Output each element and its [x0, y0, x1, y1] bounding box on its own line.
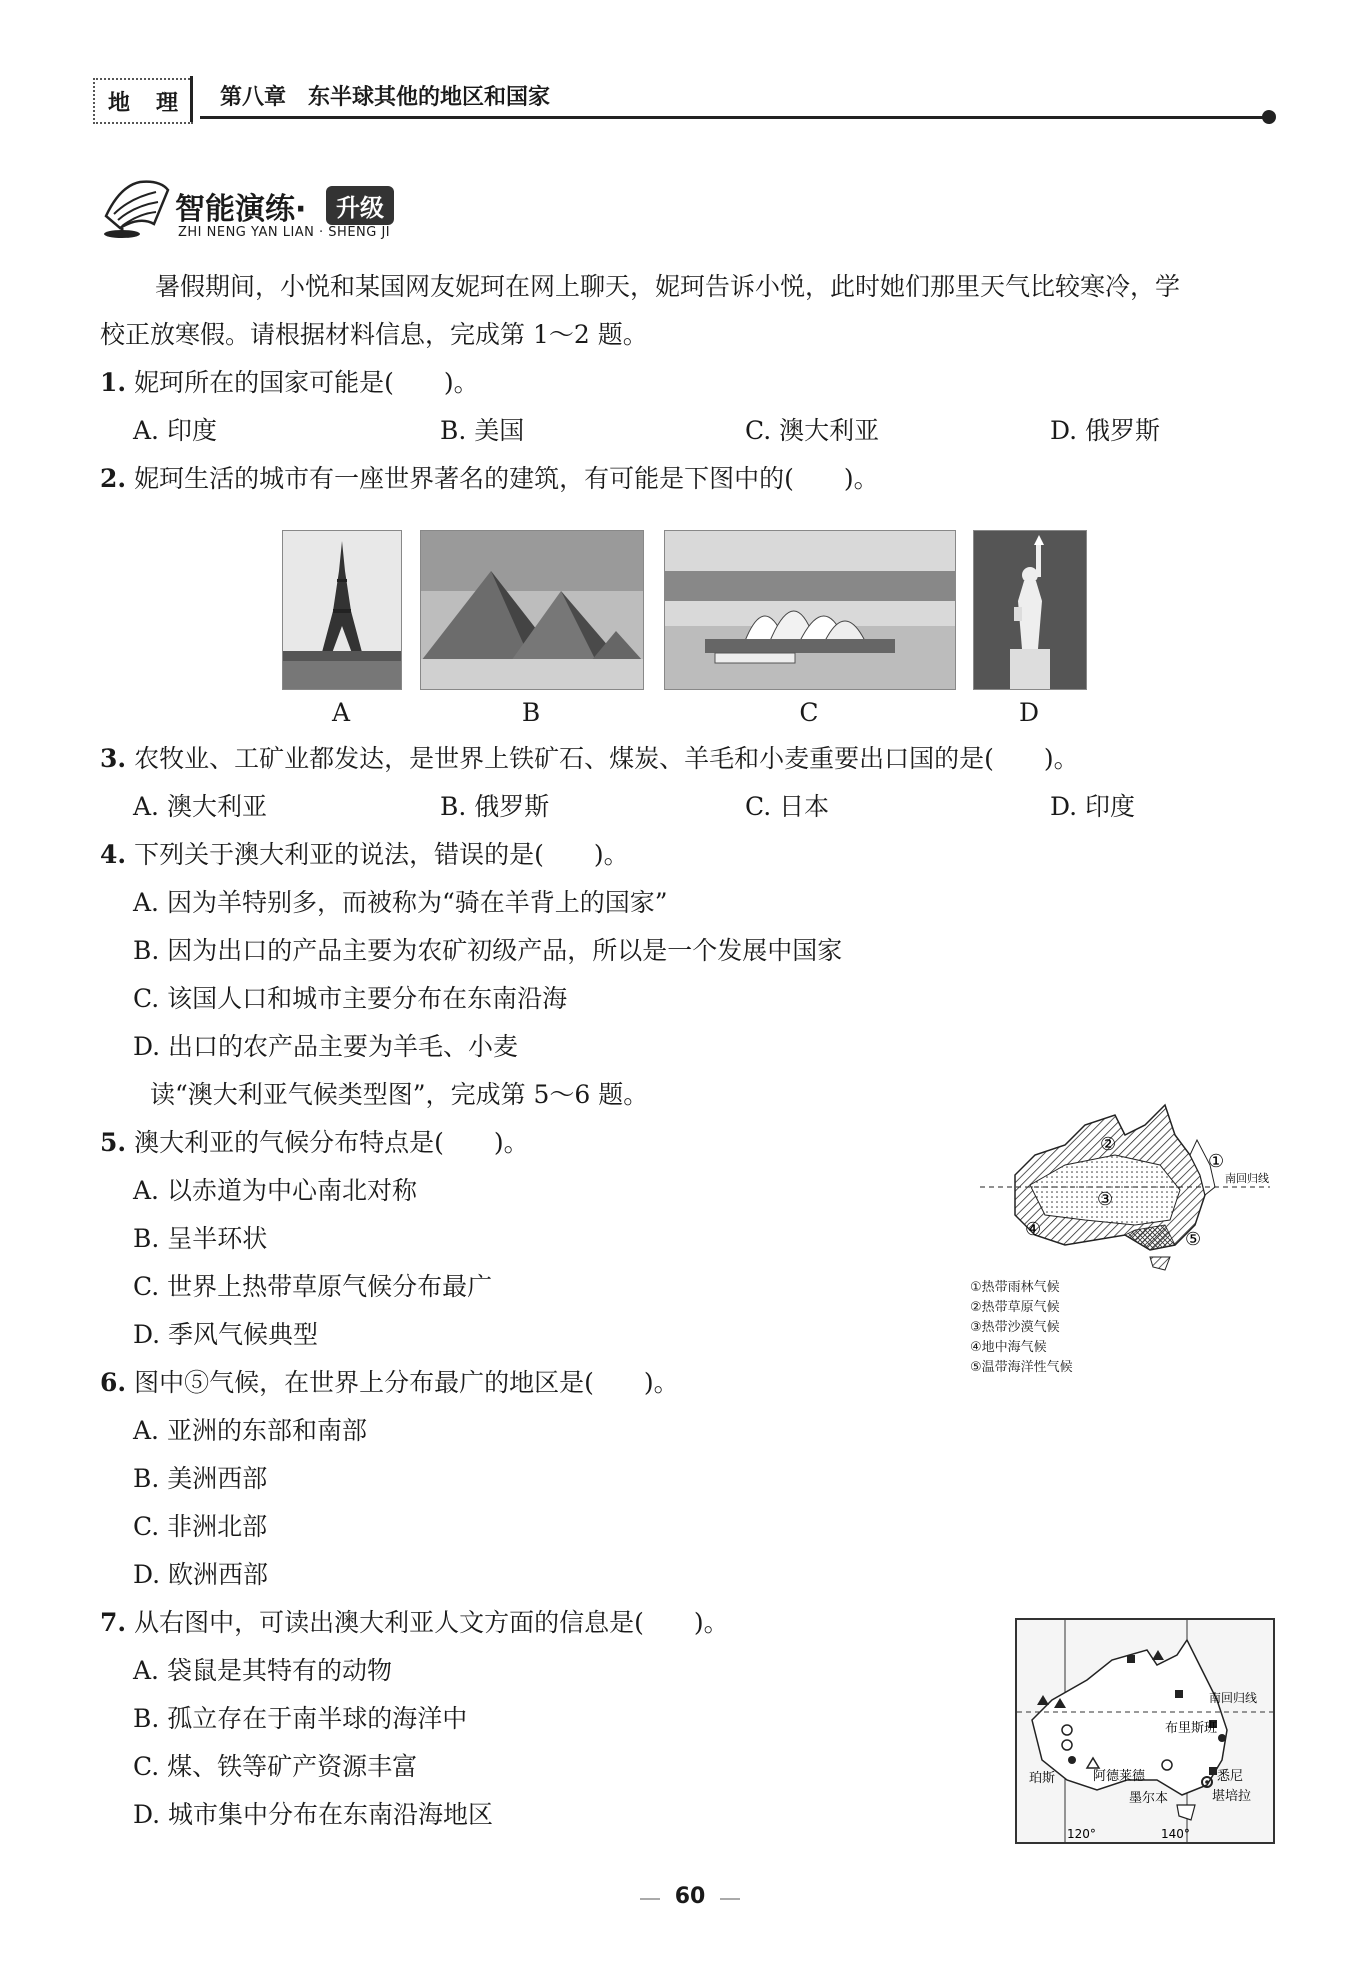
australia-climate-map [975, 1095, 1275, 1295]
question-number: 6. [100, 1368, 127, 1397]
climate-zone-2-label: ② [1100, 1134, 1117, 1155]
q3-option-d[interactable]: D. 印度 [1050, 792, 1136, 821]
read-instruction: 读“澳大利亚气候类型图”，完成第 5～6 题。 [150, 1080, 649, 1109]
section-pinyin: ZHI NENG YAN LIAN · SHENG JI [178, 225, 391, 240]
question-4 [100, 838, 629, 872]
q3-option-a[interactable]: A. 澳大利亚 [133, 792, 267, 821]
photo-caption-d: D [1018, 698, 1040, 727]
climate-map-legend [970, 1278, 1073, 1378]
q1-option-a[interactable]: A. 印度 [133, 416, 217, 445]
question-stem: 下列关于澳大利亚的说法，错误的是( )。 [134, 840, 629, 869]
question-number: 1. [100, 368, 127, 397]
chapter-title: 第八章 东半球其他的地区和国家 [220, 85, 551, 110]
q6-option-b[interactable]: B. 美洲西部 [133, 1464, 268, 1493]
section-badge: 升级 [326, 186, 394, 225]
question-stem: 图中⑤气候，在世界上分布最广的地区是( )。 [134, 1368, 679, 1397]
question-stem: 妮珂生活的城市有一座世界著名的建筑，有可能是下图中的( )。 [134, 464, 879, 493]
legend-item: ⑤温带海洋性气候 [970, 1360, 1073, 1375]
legend-item: ③热带沙漠气候 [970, 1320, 1060, 1335]
climate-zone-3-label: ③ [1097, 1189, 1114, 1210]
photo-caption-c: C [799, 698, 819, 727]
city-label-adelaide: 阿德莱德 [1093, 1769, 1146, 1784]
question-stem: 农牧业、工矿业都发达，是世界上铁矿石、煤炭、羊毛和小麦重要出口国的是( )。 [134, 744, 1079, 773]
longitude-label-140: 140° [1161, 1827, 1190, 1841]
climate-zone-4-label: ④ [1025, 1219, 1042, 1240]
book-icon [100, 176, 172, 244]
city-label-brisbane: 布里斯班 [1165, 1721, 1218, 1736]
q1-option-d[interactable]: D. 俄罗斯 [1050, 416, 1161, 445]
q6-option-c[interactable]: C. 非洲北部 [133, 1512, 268, 1541]
question-7 [100, 1606, 729, 1640]
q5-option-c[interactable]: C. 世界上热带草原气候分布最广 [133, 1272, 493, 1301]
pyramids-photo[interactable] [420, 530, 644, 690]
subject-char-1: 地 [107, 90, 130, 116]
photo-caption-b: B [521, 698, 541, 727]
q7-option-a[interactable]: A. 袋鼠是其特有的动物 [133, 1656, 392, 1685]
q4-option-c[interactable]: C. 该国人口和城市主要分布在东南沿海 [133, 984, 568, 1013]
q5-option-b[interactable]: B. 呈半环状 [133, 1224, 268, 1253]
q4-option-a[interactable]: A. 因为羊特别多，而被称为“骑在羊背上的国家” [133, 888, 668, 917]
header-rule [200, 116, 1270, 119]
australia-city-map [1015, 1618, 1275, 1844]
q7-option-b[interactable]: B. 孤立存在于南半球的海洋中 [133, 1704, 468, 1733]
city-map-svg [1017, 1620, 1273, 1842]
q5-option-a[interactable]: A. 以赤道为中心南北对称 [133, 1176, 417, 1205]
city-label-perth: 珀斯 [1029, 1771, 1056, 1786]
subject-box [93, 78, 193, 124]
question-3 [100, 742, 1079, 776]
climate-zone-1-label: ① [1208, 1151, 1225, 1172]
legend-item: ①热带雨林气候 [970, 1280, 1060, 1295]
q6-option-d[interactable]: D. 欧洲西部 [133, 1560, 269, 1589]
climate-zone-5-label: ⑤ [1185, 1229, 1202, 1250]
question-2 [100, 462, 879, 496]
longitude-label-120: 120° [1067, 1827, 1096, 1841]
page-number: 60 [660, 1884, 720, 1909]
question-number: 4. [100, 840, 127, 869]
q4-option-b[interactable]: B. 因为出口的产品主要为农矿初级产品，所以是一个发展中国家 [133, 936, 843, 965]
city-label-melbourne: 墨尔本 [1129, 1791, 1169, 1806]
legend-item: ④地中海气候 [970, 1340, 1047, 1355]
q1-option-b[interactable]: B. 美国 [440, 416, 525, 445]
q3-option-c[interactable]: C. 日本 [745, 792, 830, 821]
eiffel-tower-photo[interactable] [282, 530, 402, 690]
intro-line-2: 校正放寒假。请根据材料信息，完成第 1～2 题。 [100, 320, 648, 349]
legend-item: ②热带草原气候 [970, 1300, 1060, 1315]
q7-option-d[interactable]: D. 城市集中分布在东南沿海地区 [133, 1800, 494, 1829]
question-1 [100, 366, 479, 400]
q6-option-a[interactable]: A. 亚洲的东部和南部 [133, 1416, 367, 1445]
question-6 [100, 1366, 679, 1400]
q4-option-d[interactable]: D. 出口的农产品主要为羊毛、小麦 [133, 1032, 519, 1061]
q7-option-c[interactable]: C. 煤、铁等矿产资源丰富 [133, 1752, 418, 1781]
question-number: 7. [100, 1608, 127, 1637]
intro-line-1: 暑假期间，小悦和某国网友妮珂在网上聊天，妮珂告诉小悦，此时她们那里天气比较寒冷，学 [155, 272, 1181, 301]
statue-of-liberty-photo[interactable] [973, 530, 1087, 690]
question-stem: 妮珂所在的国家可能是( )。 [134, 368, 479, 397]
question-number: 2. [100, 464, 127, 493]
header-separator [190, 76, 193, 122]
photo-caption-a: A [331, 698, 351, 727]
header-rule-dot [1262, 110, 1276, 124]
question-number: 5. [100, 1128, 127, 1157]
city-map-tropic-label: 南回归线 [1209, 1691, 1258, 1705]
question-number: 3. [100, 744, 127, 773]
q3-option-b[interactable]: B. 俄罗斯 [440, 792, 550, 821]
sydney-opera-house-photo[interactable] [664, 530, 956, 690]
subject-char-2: 理 [155, 90, 178, 116]
q1-option-c[interactable]: C. 澳大利亚 [745, 416, 880, 445]
question-stem: 澳大利亚的气候分布特点是( )。 [134, 1128, 529, 1157]
city-label-canberra: 堪培拉 [1212, 1789, 1252, 1804]
climate-map-tropic-label: 南回归线 [1225, 1172, 1269, 1185]
question-5 [100, 1126, 529, 1160]
section-title: 智能演练· [175, 192, 307, 227]
q5-option-d[interactable]: D. 季风气候典型 [133, 1320, 319, 1349]
climate-map-svg [975, 1095, 1275, 1295]
city-label-sydney: 悉尼 [1217, 1769, 1244, 1784]
question-stem: 从右图中，可读出澳大利亚人文方面的信息是( )。 [134, 1608, 729, 1637]
